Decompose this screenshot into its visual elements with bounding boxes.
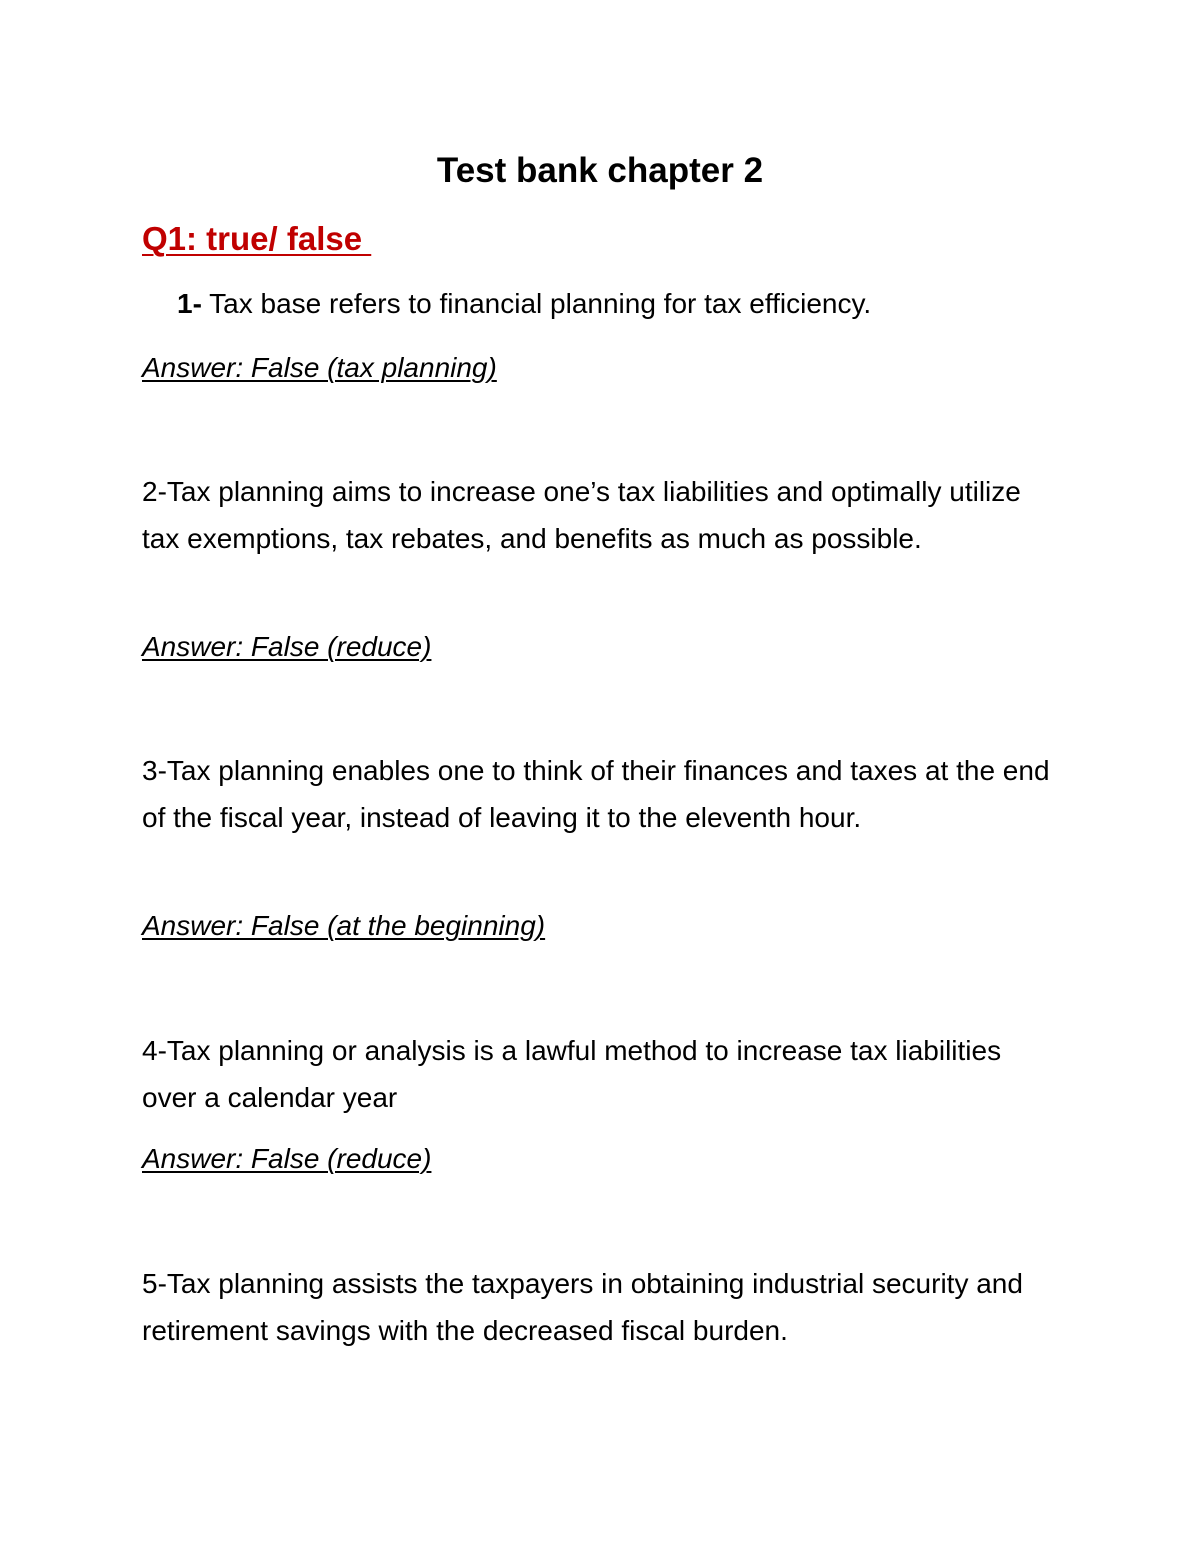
answer-2: Answer: False (reduce) <box>142 631 432 662</box>
question-2 <box>142 469 1062 562</box>
section-heading: Q1: true/ false <box>142 220 372 257</box>
question-2-text: 2-Tax planning aims to increase one’s tax liabilities and optimally utilize tax exemptions, tax rebates, and benefits as much as possible. <box>142 476 1021 554</box>
question-1-text: Tax base refers to financial planning for tax efficiency. <box>201 288 872 319</box>
question-3 <box>142 748 1062 841</box>
answer-1: Answer: False (tax planning) <box>142 352 497 383</box>
question-5-text: 5-Tax planning assists the taxpayers in obtaining industrial security and retirement savings with the decreased fiscal burden. <box>142 1268 1023 1346</box>
question-5 <box>142 1261 1062 1354</box>
answer-4: Answer: False (reduce) <box>142 1143 432 1174</box>
question-3-text: 3-Tax planning enables one to think of their finances and taxes at the end of the fiscal year, instead of leaving it to the eleventh hour. <box>142 755 1050 833</box>
question-1-number: 1- <box>177 288 202 319</box>
question-4-text: 4-Tax planning or analysis is a lawful method to increase tax liabilities over a calendar year <box>142 1035 1002 1113</box>
question-1 <box>177 281 1077 328</box>
page-title: Test bank chapter 2 <box>436 151 764 190</box>
question-4 <box>142 1028 1062 1121</box>
answer-3: Answer: False (at the beginning) <box>142 910 546 941</box>
